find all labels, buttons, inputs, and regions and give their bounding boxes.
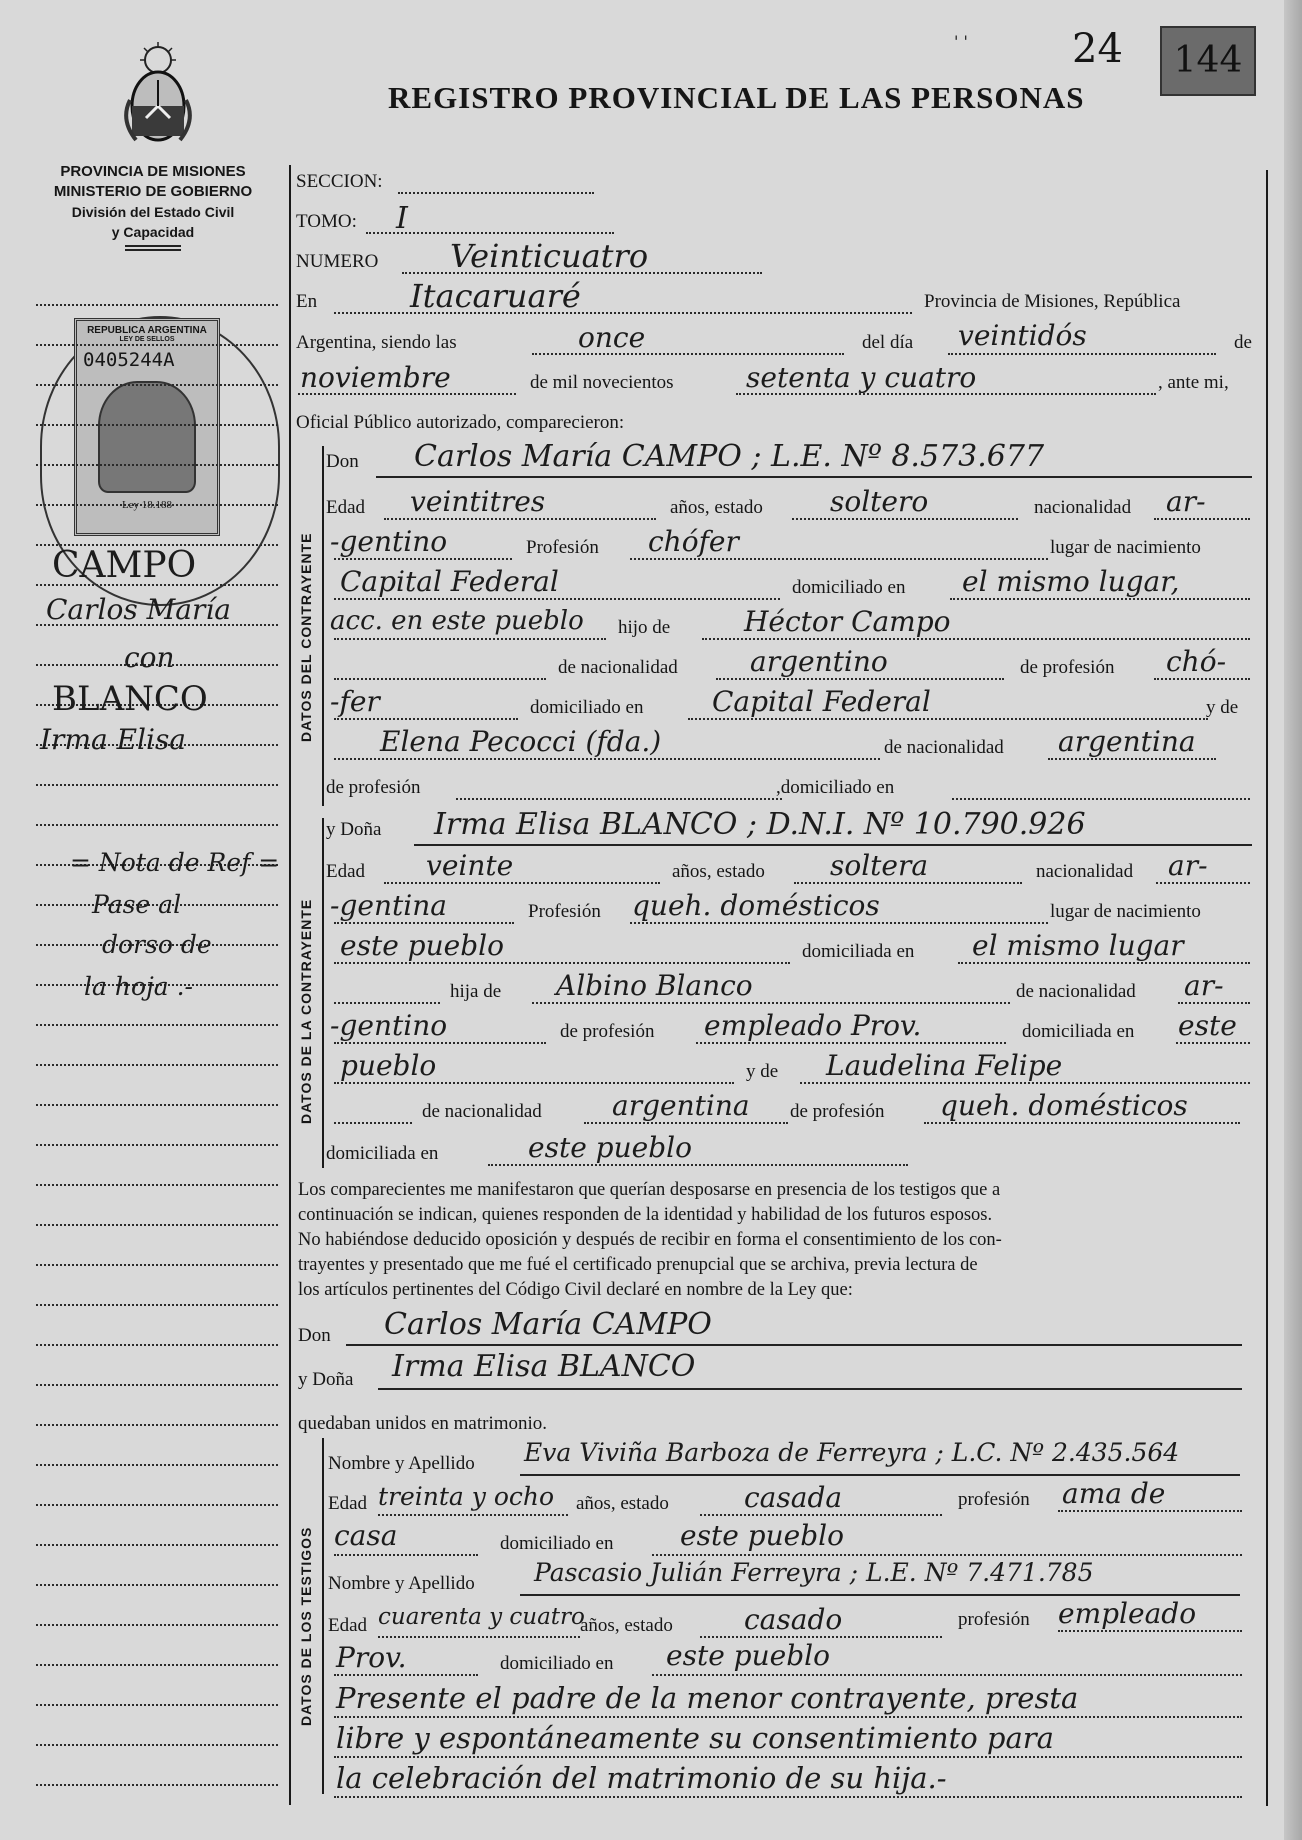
declaration-paragraph: Los comparecientes me manifestaron que querían desposarse en presencia de los testigos que a continuación se indican, quienes responden de la identidad y habilidad de los futuros esposos. No habiéndose deducido oposición y después de recibir en forma el consentimiento de los con- trayentes y presentado que me fué el certificado prenupcial que se archiva, previa lectura de los artículos pertinentes del Código Civil declaré en nombre de la Ley que: [298,1180,1002,1300]
margin-ruled-line [36,1304,278,1306]
groom-father-dom-value: Capital Federal [712,685,931,718]
bride-mother-prof-label: de profesión [790,1101,885,1122]
bride-father-prof-label: de profesión [560,1021,655,1042]
groom-father-prof-value-1: chó- [1166,645,1227,678]
margin-ruled-line [36,1264,278,1266]
groom-birth-label: lugar de nacimiento [1050,537,1201,558]
bride-dona-label: y Doña [326,819,382,840]
groom-dom-value-2: acc. en este pueblo [330,606,584,636]
margin-note-4: la hoja .- [84,972,193,1001]
groom-mother-nac-label: de nacionalidad [884,737,1004,758]
dia-value: veintidós [958,319,1087,352]
right-frame [1266,170,1268,1806]
bride-birth-label: lugar de nacimiento [1050,901,1201,922]
margin-note-3: dorso de [102,930,212,959]
margin-surname-2: BLANCO [52,679,208,719]
margin-ruled-line [36,1144,278,1146]
margin-ruled-line [36,1024,278,1026]
margin-ruled-line [36,1104,278,1106]
margin-ruled-line [36,464,278,466]
bride-mother-dom-value: este pueblo [528,1131,692,1164]
bride-nac-value-1: ar- [1168,849,1208,882]
decl-dona-label: y Doña [298,1369,354,1390]
w1-dom-value: este pueblo [680,1519,844,1552]
margin-ruled-line [36,1504,278,1506]
folio-number: 24 [1072,26,1123,72]
groom-father-prof-label: de profesión [1020,657,1115,678]
bride-nac-value-2: -gentina [330,889,447,922]
margin-ruled-line [36,1584,278,1586]
bride-father-value: Albino Blanco [556,969,753,1002]
margin-ruled-line [36,1344,278,1346]
org-line-2: MINISTERIO DE GOBIERNO [53,183,253,200]
margin-ruled-line [36,1624,278,1626]
lugar-value: Itacaruaré [410,277,581,315]
margin-ruled-line [36,824,278,826]
groom-father-value: Héctor Campo [744,605,951,638]
org-line-3: División del Estado Civil [71,204,235,220]
stamp-country: REPUBLICA ARGENTINA [87,325,207,336]
section-testigos: DATOS DE LOS TESTIGOS [298,1526,314,1726]
margin-note-1: = Nota de Ref = [70,848,280,877]
groom-prof-value: chófer [648,525,739,558]
groom-birth-value: Capital Federal [340,565,559,598]
bride-mother-nac-value: argentina [612,1089,750,1122]
margin-ruled-line [36,1784,278,1786]
groom-dom-value-1: el mismo lugar, [962,565,1180,598]
seccion-label: SECCION: [296,171,383,192]
hora-value: once [578,321,646,354]
margin-divider [289,165,291,1805]
w2-edad-label: Edad [328,1615,368,1636]
observation-line-3: la celebración del matrimonio de su hija.- [336,1761,947,1795]
groom-dom-label: domiciliado en [792,577,906,598]
w1-dom-label: domiciliado en [500,1533,614,1554]
w2-prof-value-1: empleado [1058,1597,1197,1630]
bride-father-dom-value-2: pueblo [340,1049,437,1082]
groom-nac-label: nacionalidad [1034,497,1132,518]
stamp-emblem-icon [98,381,196,493]
w2-prof-value-2: Prov. [336,1641,407,1674]
w1-estado-label: años, estado [576,1493,669,1514]
w1-name-value: Eva Viviña Barboza de Ferreyra ; L.C. Nº 2.435.564 [524,1438,1180,1467]
bride-mother-dom-label: domiciliada en [326,1143,439,1164]
bride-y-de-label: y de [746,1061,779,1082]
w1-age-value: treinta y ocho [378,1482,555,1511]
groom-father-dom-label: domiciliado en [530,697,644,718]
groom-block-line [322,446,324,806]
margin-ruled-line [36,784,278,786]
section-contrayente: DATOS DEL CONTRAYENTE [298,532,314,742]
bride-prof-value: queh. domésticos [632,889,880,922]
margin-ruled-line [36,504,278,506]
bride-edad-label: Edad [326,861,366,882]
mes-value: noviembre [300,361,451,394]
quedaban-label: quedaban unidos en matrimonio. [298,1413,548,1434]
w1-estado-value: casada [744,1481,843,1514]
tomo-label: TOMO: [296,211,357,232]
groom-don-label: Don [326,451,359,472]
bride-nac-label: nacionalidad [1036,861,1134,882]
groom-mother-value: Elena Pecocci (fda.) [380,725,662,758]
page-edge [1284,0,1302,1840]
w1-edad-label: Edad [328,1493,368,1514]
bride-dom-value: el mismo lugar [972,929,1184,962]
anio-value: setenta y cuatro [746,361,977,394]
decl-don-value: Carlos María CAMPO [384,1307,712,1342]
groom-prof-label: Profesión [526,537,599,558]
argentina-label: Argentina, siendo las [296,332,457,353]
bride-father-prof-value: empleado Prov. [704,1009,922,1042]
margin-con: con [124,641,175,674]
margin-ruled-line [36,1064,278,1066]
bride-father-nac-value-2: -gentino [330,1009,448,1042]
groom-nac-value-1: ar- [1166,485,1206,518]
margin-surname-1: CAMPO [52,545,197,586]
org-line-4: y Capacidad [111,224,195,240]
margin-ruled-line [36,344,278,346]
numero-value: Veinticuatro [450,237,649,275]
bride-age-value: veinte [426,849,514,882]
w2-estado-value: casado [744,1603,843,1636]
w2-name-label: Nombre y Apellido [328,1573,475,1594]
bride-mother-prof-value: queh. domésticos [940,1089,1188,1122]
numero-label: NUMERO [296,251,379,272]
groom-mother-nac-value: argentina [1058,725,1196,758]
bride-block-line [322,818,324,1168]
groom-father-nac-value: argentino [750,645,888,678]
groom-nac-value-2: -gentino [330,525,448,558]
de-label: de [1234,332,1252,353]
org-line-1: PROVINCIA DE MISIONES [60,163,246,180]
coat-of-arms-icon [118,40,198,152]
margin-ruled-line [36,1184,278,1186]
bride-estado-label: años, estado [672,861,765,882]
margin-ruled-line [36,424,278,426]
groom-father-nac-label: de nacionalidad [558,657,678,678]
w2-dom-label: domiciliado en [500,1653,614,1674]
tomo-value: I [396,201,408,236]
observation-line-2: libre y espontáneamente su consentimiento para [336,1721,1054,1755]
margin-ruled-line [36,1384,278,1386]
margin-ruled-line [36,1464,278,1466]
w2-age-value: cuarenta y cuatro [378,1604,585,1630]
en-label: En [296,291,318,312]
section-contrayenta: DATOS DE LA CONTRAYENTE [298,898,314,1124]
corner-mark: ' ' [954,32,968,51]
bride-mother-nac-label: de nacionalidad [422,1101,542,1122]
groom-estado-value: soltero [830,485,929,518]
ante-mi-label: , ante mi, [1158,372,1229,393]
bride-dom-label: domiciliada en [802,941,915,962]
witness-block-line [322,1438,324,1794]
margin-ruled-line [36,1704,278,1706]
margin-ruled-line [36,1224,278,1226]
document-title: REGISTRO PROVINCIAL DE LAS PERSONAS [388,80,1085,115]
stamp-subtitle: LEY DE SELLOS [119,336,175,343]
margin-ruled-line [36,1544,278,1546]
w2-dom-value: este pueblo [666,1639,830,1672]
provincia-label: Provincia de Misiones, República [924,291,1181,312]
oficial-label: Oficial Público autorizado, comparecieron: [296,412,625,433]
groom-mother-prof-label: de profesión [326,777,421,798]
bride-birth-value: este pueblo [340,929,504,962]
groom-edad-label: Edad [326,497,366,518]
bride-father-nac-label: de nacionalidad [1016,981,1136,1002]
bride-father-dom-label: domiciliada en [1022,1021,1135,1042]
margin-ruled-line [36,384,278,386]
bride-name-value: Irma Elisa BLANCO ; D.N.I. Nº 10.790.926 [434,807,1086,842]
decl-don-label: Don [298,1325,331,1346]
bride-prof-label: Profesión [528,901,601,922]
w1-prof-label: profesión [958,1489,1030,1510]
groom-name-value: Carlos María CAMPO ; L.E. Nº 8.573.677 [414,439,1045,474]
margin-ruled-line [36,1744,278,1746]
bride-mother-value: Laudelina Felipe [826,1049,1063,1082]
groom-y-de-label: y de [1206,697,1239,718]
margin-ruled-line [36,1424,278,1426]
decl-dona-value: Irma Elisa BLANCO [392,1349,696,1384]
w1-prof-value-2: casa [334,1519,398,1552]
w2-name-value: Pascasio Julián Ferreyra ; L.E. Nº 7.471.785 [534,1558,1094,1587]
w2-estado-label: años, estado [580,1615,673,1636]
groom-hijo-label: hijo de [618,617,671,638]
margin-name-1: Carlos María [46,593,231,626]
groom-father-prof-value-2: -fer [330,685,380,718]
w2-prof-label: profesión [958,1609,1030,1630]
de-mil-label: de mil novecientos [530,372,674,393]
del-dia-label: del día [862,332,914,353]
folio-box: 144 [1160,26,1256,96]
stamp-serial: 0405244A [83,349,175,371]
bride-father-dom-value-1: este [1178,1009,1237,1042]
margin-note-2: Pase al [92,890,182,919]
bride-father-nac-value-1: ar- [1184,969,1224,1002]
w1-name-label: Nombre y Apellido [328,1453,475,1474]
margin-ruled-line [36,1664,278,1666]
groom-mother-dom-label: ,domiciliado en [776,777,895,798]
bride-hija-label: hija de [450,981,502,1002]
margin-name-2: Irma Elisa [40,723,187,756]
margin-ruled-line [36,304,278,306]
observation-line-1: Presente el padre de la menor contrayente, presta [336,1681,1079,1715]
groom-estado-label: años, estado [670,497,763,518]
bride-estado-value: soltera [830,849,929,882]
groom-age-value: veintitres [410,485,546,518]
stamp-law: Ley 18.188 [121,499,173,511]
w1-prof-value-1: ama de [1062,1477,1166,1510]
